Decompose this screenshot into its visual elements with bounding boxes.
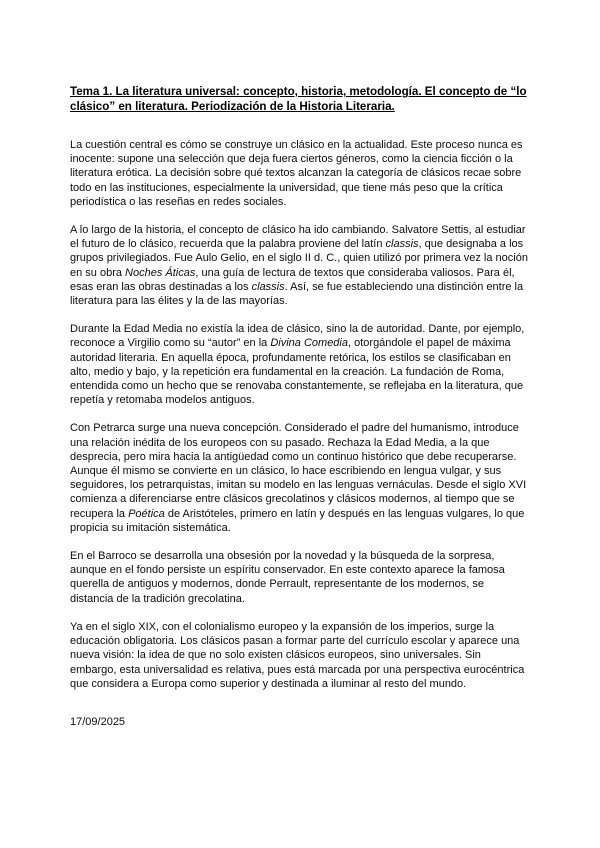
paragraph — [70, 620, 530, 691]
paragraph — [70, 223, 530, 308]
italic-text-run: classis — [385, 238, 419, 251]
text-run: , una guía de lectura de textos que consideraba valiosos. Para él, esas eran las obras destinadas a los — [70, 266, 515, 293]
italic-text-run: Poética — [128, 507, 165, 520]
document-title: Tema 1. La literatura universal: concepto, historia, metodología. El concepto de “lo clásico” en literatura. Periodización de la Historia Literaria. — [70, 85, 527, 113]
paragraph — [70, 421, 530, 535]
text-run: , otorgándole el papel de máxima autoridad literaria. En aquella época, profundamente retórica, los estilos se clasificaban en alto, medio y bajo, y la repetición era fundamental en la creación. La fundación de Roma, entendida como un hecho que se renovaba constantemente, se reflejaba en la literatura, que repetía y retomaba modelos antiguos. — [70, 337, 524, 407]
paragraph — [70, 322, 530, 407]
footer-date: 17/09/2025 — [70, 715, 126, 728]
text-run: Ya en el siglo XIX, con el colonialismo europeo y la expansión de los imperios, surge la educación obligatoria. Los clásicos pasan a formar parte del currículo escolar y aparece una nueva visión: la idea de que no solo existen clásicos europeos, sino universales. Sin embargo, esta universalidad es relativa, pues está marcada por una perspectiva eurocéntrica que considera a Europa como superior y destinada a iluminar al resto del mundo. — [70, 620, 525, 690]
italic-text-run: Noches Áticas — [125, 266, 196, 279]
paragraph — [70, 138, 530, 209]
text-run: de Aristóteles, primero en latín y después en las lenguas vulgares, lo que propicia su imitación sistemática. — [70, 507, 525, 534]
text-run: . Así, se fue estableciendo una distinción entre la literatura para las élites y la de las mayorías. — [70, 280, 524, 308]
text-run: , que designaba a los grupos privilegiados. Fue Aulo Gelio, en el siglo II d. C., quien utilizó por primera vez la noción en su obra — [70, 238, 528, 279]
paragraph — [70, 549, 530, 606]
text-run: A lo largo de la historia, el concepto de clásico ha ido cambiando. Salvatore Settis, al estudiar el futuro de lo clásico, recuerda que la palabra proviene del latín — [70, 224, 526, 251]
text-run: La cuestión central es cómo se construye un clásico en la actualidad. Este proceso nunca es inocente: supone una selección que deja fuera ciertos géneros, como la ciencia ficción o la literatura erótica. La decisión sobre qué textos alcanzan la categoría de clásicos recae sobre todo en las instituciones, especialmente la universidad, que tiene más peso que la crítica periodística o las reseñas en redes sociales. — [70, 139, 523, 208]
italic-text-run: Divina Comedia — [270, 337, 348, 350]
text-run: Con Petrarca surge una nueva concepción. Considerado el padre del humanismo, introduce una relación inédita de los europeos con su pasado. Rechaza la Edad Media, a la que desprecia, pero mira hacia la antigüedad como un continuo histórico que debe recuperarse. Aunque él mismo se convierte en un clásico, lo hace escribiendo en lengua vulgar, y sus seguidores, los petrarquistas, imitan su modelo en las lenguas vernáculas. Desde el siglo XVI comienza a diferenciarse entre clásicos grecolatinos y clásicos modernos, al tiempo que se recupera la — [70, 422, 527, 520]
text-run: En el Barroco se desarrolla una obsesión por la novedad y la búsqueda de la sorpresa, aunque en el fondo persiste un espíritu conservador. En este contexto aparece la famosa querella de antiguos y modernos, donde Perrault, representante de los modernos, se distancia de la tradición grecolatina. — [70, 550, 505, 605]
document-body — [70, 138, 530, 691]
text-run: Durante la Edad Media no existía la idea de clásico, sino la de autoridad. Dante, por ejemplo, reconoce a Virgilio como su “autor” en la — [70, 323, 525, 350]
italic-text-run: classis — [251, 280, 285, 293]
